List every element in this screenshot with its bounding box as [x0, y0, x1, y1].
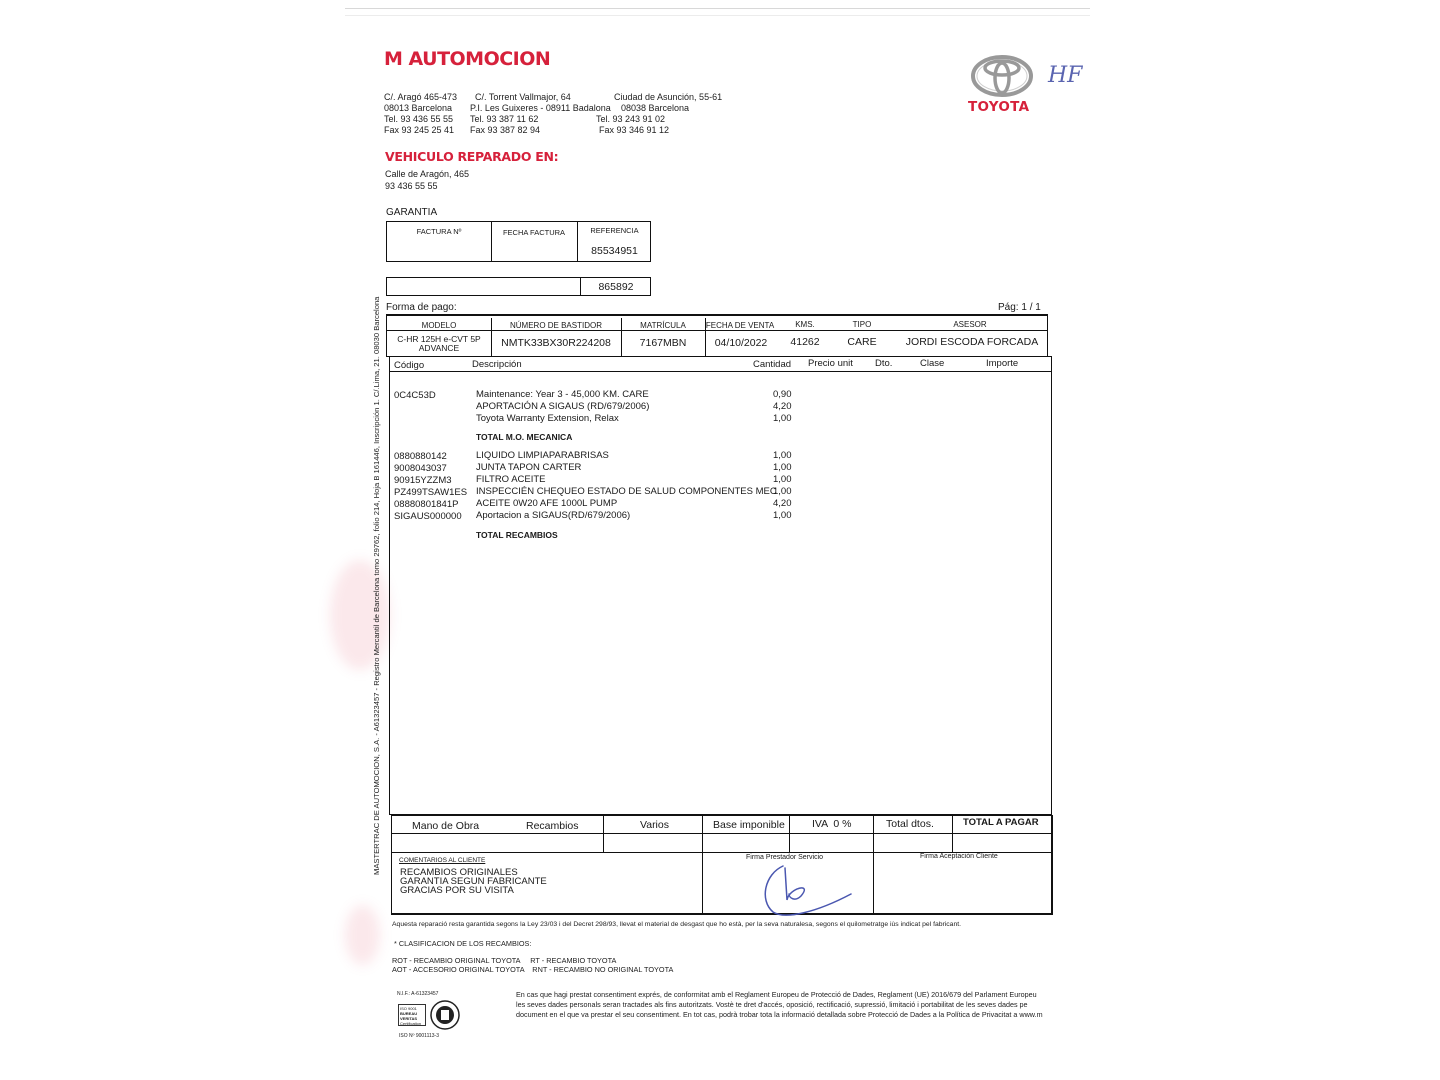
iso-number: ISO Nº 9001113-3: [399, 1033, 439, 1039]
repair-phone: 93 436 55 55: [385, 181, 438, 191]
warranty-note: Aquesta reparació resta garantida segons la Ley 23/03 i del Decret 298/93, llevat el material de desgast que ho està, per la seva naturalesa, segons el quilometratge iùs indicat pel fabricant.: [392, 921, 962, 928]
toyota-wordmark: TOYOTA: [968, 99, 1030, 115]
labor-total-label: TOTAL M.O. MECANICA: [476, 432, 573, 442]
kms-header: KMS.: [795, 320, 815, 329]
precio-header: Precio unit: [808, 358, 853, 369]
repair-address: Calle de Aragón, 465: [385, 169, 470, 179]
payment-method-label: Forma de pago:: [386, 302, 457, 313]
labor-desc: Toyota Warranty Extension, Relax: [476, 413, 619, 424]
privacy-notice: En cas que hagi prestat consentiment exprés, de conformitat amb el Reglament Europeu de Protecció de Dades, Reglament (UE) 2016/679 del Parlament Europeu les seves dades personals seran tractades als fins autoritzats. Vostè te dret d'accés, oposició, rectificació, supressió, limitació i portabilitat de les seves dades pe document en el que va prestar el seu consentiment. En tot cas, podrà trobar tota la informació detallada sobre Protecció de Dades a la Política de Privacitat a www.m: [516, 990, 1043, 1019]
address-block-2: C/. Torrent Vallmajor, 64 P.I. Les Guixeres - 08911 Badalona Tel. 93 387 11 62 Fax 93 387 82 94: [470, 92, 611, 135]
fecha-venta-value: 04/10/2022: [714, 337, 768, 349]
mano-obra-header: Mano de Obra: [412, 820, 480, 832]
labor-qty: 1,00: [773, 413, 792, 424]
tipo-value: CARE: [847, 336, 877, 348]
codigo-header: Código: [394, 360, 425, 371]
asesor-value: JORDI ESCODA FORCADA: [905, 336, 1039, 348]
matricula-header: MATRÍCULA: [640, 321, 686, 330]
handwritten-initials: HF: [1048, 63, 1083, 88]
referencia-header: REFERENCIA: [590, 226, 639, 235]
part-desc: ACEITE 0W20 AFE 1000L PUMP: [476, 498, 618, 509]
part-desc: JUNTA TAPON CARTER: [476, 462, 582, 473]
fecha-venta-header: FECHA DE VENTA: [705, 321, 775, 330]
part-desc: INSPECCIÉN CHEQUEO ESTADO DE SALUD COMPONENTES MEC: [476, 486, 777, 497]
lines-table: [389, 356, 1052, 815]
varios-header: Varios: [640, 819, 669, 831]
invoice-ref-table: [386, 221, 651, 262]
part-code: PZ499TSAW1ES: [394, 487, 468, 498]
matricula-value: 7167MBN: [639, 337, 687, 349]
fecha-factura-header: FECHA FACTURA: [502, 228, 566, 237]
parts-total-label: TOTAL RECAMBIOS: [476, 530, 558, 540]
firma-prestador-label: Firma Prestador Servicio: [746, 854, 824, 861]
bureau-veritas-badge: ISO 9001 BUREAU VERITAS Certification: [398, 999, 460, 1031]
referencia-value: 85534951: [591, 245, 638, 257]
page-number: Pág: 1 / 1: [998, 302, 1041, 313]
classification-title: * CLASIFICACION DE LOS RECAMBIOS:: [394, 939, 532, 948]
kms-value: 41262: [790, 336, 820, 348]
toyota-logo: [970, 54, 1034, 103]
part-desc: LIQUIDO LIMPIAPARABRISAS: [476, 450, 609, 461]
part-qty: 4,20: [773, 498, 792, 509]
bastidor-header: NÚMERO DE BASTIDOR: [509, 321, 602, 330]
tipo-header: TIPO: [852, 320, 872, 329]
base-imponible-header: Base imponible: [713, 819, 785, 831]
descripcion-header: Descripción: [472, 359, 522, 370]
bastidor-value: NMTK33BX30R224208: [501, 337, 611, 349]
paper-stain: [345, 905, 380, 965]
paper-stain: [330, 560, 390, 670]
part-code: 90915YZZM3: [394, 475, 452, 486]
labor-qty: 0,90: [773, 389, 792, 400]
part-qty: 1,00: [773, 462, 792, 473]
importe-header: Importe: [986, 358, 1019, 369]
iva-header: IVA 0 %: [812, 818, 852, 830]
part-code: SIGAUS000000: [394, 511, 462, 522]
labor-desc: Maintenance: Year 3 - 45,000 KM. CARE: [476, 389, 649, 400]
nif-label: N.I.F.: A-61323457: [397, 991, 439, 997]
part-qty: 1,00: [773, 486, 792, 497]
part-desc: FILTRO ACEITE: [476, 474, 546, 485]
part-code: 0880880142: [394, 451, 447, 462]
total-a-pagar-header: TOTAL A PAGAR: [963, 817, 1039, 828]
vehicle-table: [386, 314, 1048, 357]
total-dtos-header: Total dtos.: [886, 818, 934, 830]
modelo-header: MODELO: [421, 321, 457, 330]
asesor-header: ASESOR: [953, 320, 987, 329]
modelo-value: C-HR 125H e-CVT 5P ADVANCE: [397, 334, 481, 353]
company-name: M AUTOMOCION: [384, 48, 551, 70]
part-code: 08880801841P: [394, 499, 459, 510]
page-top-edge: [345, 8, 1090, 16]
repair-heading: VEHICULO REPARADO EN:: [385, 149, 559, 164]
bureau-veritas-seal-icon: [430, 999, 460, 1031]
classification-row-2: AOT - ACCESORIO ORIGINAL TOYOTA RNT - RECAMBIO NO ORIGINAL TOYOTA: [392, 965, 674, 974]
labor-desc: APORTACIÓN A SIGAUS (RD/679/2006): [476, 401, 650, 412]
recambios-header: Recambios: [526, 820, 579, 832]
firma-cliente-label: Firma Aceptación Cliente: [920, 853, 998, 860]
clase-header: Clase: [920, 358, 945, 369]
order-number-box: [386, 277, 651, 296]
part-code: 9008043037: [394, 463, 447, 474]
comments-title: COMENTARIOS AL CLIENTE: [399, 857, 486, 864]
order-number-value: 865892: [598, 281, 634, 293]
dto-header: Dto.: [875, 358, 893, 369]
part-qty: 1,00: [773, 510, 792, 521]
part-qty: 1,00: [773, 474, 792, 485]
part-qty: 1,00: [773, 450, 792, 461]
classification-row-1: ROT - RECAMBIO ORIGINAL TOYOTA RT - RECAMBIO TOYOTA: [392, 956, 617, 965]
comments-lines: RECAMBIOS ORIGINALES GARANTIA SEGUN FABRICANTE GRACIAS POR SU VISITA: [400, 867, 547, 896]
factura-header: FACTURA Nº: [416, 227, 462, 236]
part-desc: Aportacion a SIGAUS(RD/679/2006): [476, 510, 631, 521]
handwritten-signature: [755, 860, 865, 925]
garantia-label: GARANTIA: [386, 207, 438, 218]
cantidad-header: Cantidad: [753, 359, 792, 370]
address-block-1: C/. Aragó 465-473 08013 Barcelona Tel. 93 436 55 55 Fax 93 245 25 41: [384, 92, 458, 135]
address-block-3: Ciudad de Asunción, 55-61 08038 Barcelona Tel. 93 243 91 02 Fax 93 346 91 12: [596, 92, 723, 135]
registry-vertical-text: MASTERTRAC DE AUTOMOCION, S.A. - A61323457 - Registro Mercantil de Barcelona tomo 29762, folio 214, Hoja B 161446, Inscripción 1. C/.Lima, 21. 08030 Barcelona: [372, 296, 381, 875]
labor-code: 0C4C53D: [394, 390, 436, 401]
toyota-emblem-icon: [970, 54, 1034, 98]
labor-qty: 4,20: [773, 401, 792, 412]
